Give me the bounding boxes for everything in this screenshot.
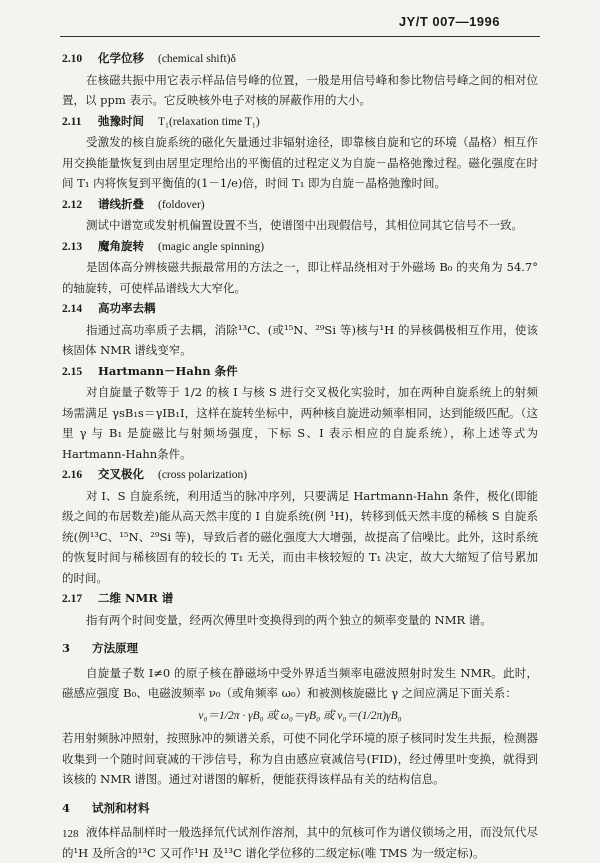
- section-number: 2.11: [62, 115, 82, 128]
- section-title: 魔角旋转: [98, 238, 144, 253]
- page-number: 128: [62, 828, 79, 840]
- section-heading: [62, 111, 538, 133]
- section-title-en: (foldover): [158, 198, 205, 211]
- section-heading: [62, 194, 538, 216]
- paragraph: 对自旋量子数等于 1/2 的核 I 与核 S 进行交叉极化实验时，加在两种自旋系统上的射频场需满足 γsB₁s＝γIB₁I，这样在旋转坐标中，两种核自旋进动频率相同，达到能级匹配。（这里 γ 与 B₁ 是旋磁比与射频场强度，下标 S、I 表示相应的自旋系统），称上述等式为 Hartmann-Hahn条件。: [62, 385, 538, 461]
- paragraph: 自旋量子数 I≠0 的原子核在静磁场中受外界适当频率电磁波照射时发生 NMR。此时，磁感应强度 B₀、电磁波频率 ν₀（或角频率 ω₀）和被测核旋磁比 γ 之间应满足下面关系：: [62, 665, 538, 700]
- header-rule: [60, 36, 540, 37]
- section-heading: [62, 48, 538, 70]
- chapter-heading: [62, 798, 538, 819]
- paragraph: 若用射频脉冲照射，按照脉冲的频谱关系，可使不同化学环境的原子核同时发生共振，检测器收集到一个随时间衰减的干涉信号，称为自由感应衰减信号(FID)，经过傅里叶变换，就得到该核的 NMR 谱图。通过对谱图的解析，便能获得该样品有关的结构信息。: [62, 731, 538, 786]
- section-title: Hartmann－Hahn 条件: [98, 363, 238, 378]
- paragraph: 是固体高分辨核磁共振最常用的方法之一，即让样品绕相对于外磁场 B₀ 的夹角为 54.7°的轴旋转，可使样品谱线大大窄化。: [62, 260, 538, 295]
- chapter-title: 方法原理: [92, 641, 138, 655]
- section-title: 谱线折叠: [98, 196, 144, 211]
- formula: ν₀＝1/2π · γB₀ 或 ω₀＝γB₀ 或 ν₀＝(1/2π)γB₀: [198, 709, 402, 722]
- section-number: 2.12: [62, 198, 83, 211]
- section-heading: [62, 361, 538, 383]
- paragraph: 指有两个时间变量，经两次傅里叶变换得到的两个独立的频率变量的 NMR 谱。: [86, 612, 492, 627]
- section-heading: [62, 588, 538, 610]
- section-title: 高功率去耦: [98, 301, 156, 315]
- paragraph: 测试中谱宽或发射机偏置设置不当，使谱图中出现假信号，其相位同其它信号不一致。: [86, 218, 523, 232]
- section-number: 2.13: [62, 240, 83, 253]
- paragraph: 受激发的核自旋系统的磁化矢量通过非辐射途径，即靠核自旋和它的环境（晶格）相互作用交换能量恢复到由居里定理给出的平衡值的过程定义为自旋－晶格弛豫过程。磁化强度在时间 T₁ 内将恢复到平衡值的(1－1/e)倍，时间 T₁ 即为自旋－晶格弛豫时间。: [62, 135, 538, 190]
- section-heading: [62, 464, 538, 486]
- section-title-en: (chemical shift)δ: [158, 53, 236, 65]
- standard-header: JY/T 007—1996: [398, 14, 500, 29]
- paragraph: 指通过高功率质子去耦，消除¹³C、(或¹⁵N、²⁹Si 等)核与¹H 的异核偶极相互作用，使该核固体 NMR 谱线变窄。: [62, 322, 538, 357]
- section-title: 二维 NMR 谱: [98, 591, 174, 605]
- document-body: [62, 48, 538, 863]
- section-title-en: T₁(relaxation time T₁): [158, 115, 260, 128]
- section-title: 交叉极化: [98, 467, 144, 481]
- section-title: 化学位移: [98, 51, 144, 65]
- chapter-title: 试剂和材料: [92, 800, 150, 815]
- chapter-number: 3: [62, 641, 71, 655]
- paragraph: 在核磁共振中用它表示样品信号峰的位置，一般是用信号峰和参比物信号峰之间的相对位置，以 ppm 表示。它反映核外电子对核的屏蔽作用的大小。: [62, 72, 538, 107]
- section-number: 2.16: [62, 469, 83, 481]
- paragraph: 对 I、S 自旋系统，利用适当的脉冲序列，只要满足 Hartmann-Hahn 条件，极化(即能级之间的布居数差)能从高天然丰度的 I 自旋系统(例 ¹H)，转移到低天然丰度的稀核 S 自旋系统(例¹³C、¹⁵N、²⁹Si 等)，导致后者的磁化强度大大增强，故提高了信噪比。此外，这时系统的恢复时间与稀核固有的较长的 T₁ 无关，而由丰核较短的 T₁ 决定，故大大缩短了信号累加的时间。: [62, 488, 538, 585]
- chapter-number: 4: [62, 800, 71, 815]
- section-heading: [62, 298, 538, 320]
- section-number: 2.10: [62, 53, 83, 65]
- section-title: 弛豫时间: [98, 113, 144, 128]
- section-number: 2.17: [62, 593, 83, 605]
- section-number: 2.15: [62, 365, 83, 378]
- section-title-en: (cross polarization): [158, 469, 248, 481]
- section-number: 2.14: [62, 303, 83, 315]
- section-title-en: (magic angle spinning): [158, 240, 265, 253]
- section-heading: [62, 236, 538, 258]
- chapter-heading: [62, 638, 538, 659]
- paragraph: 液体样品制样时一般选择氘代试剂作溶剂，其中的氘核可作为谱仪锁场之用，而没氘代尽的¹H 及所含的¹³C 又可作¹H 及¹³C 谱化学位移的二级定标(唯 TMS 为一级定标)。: [62, 825, 538, 860]
